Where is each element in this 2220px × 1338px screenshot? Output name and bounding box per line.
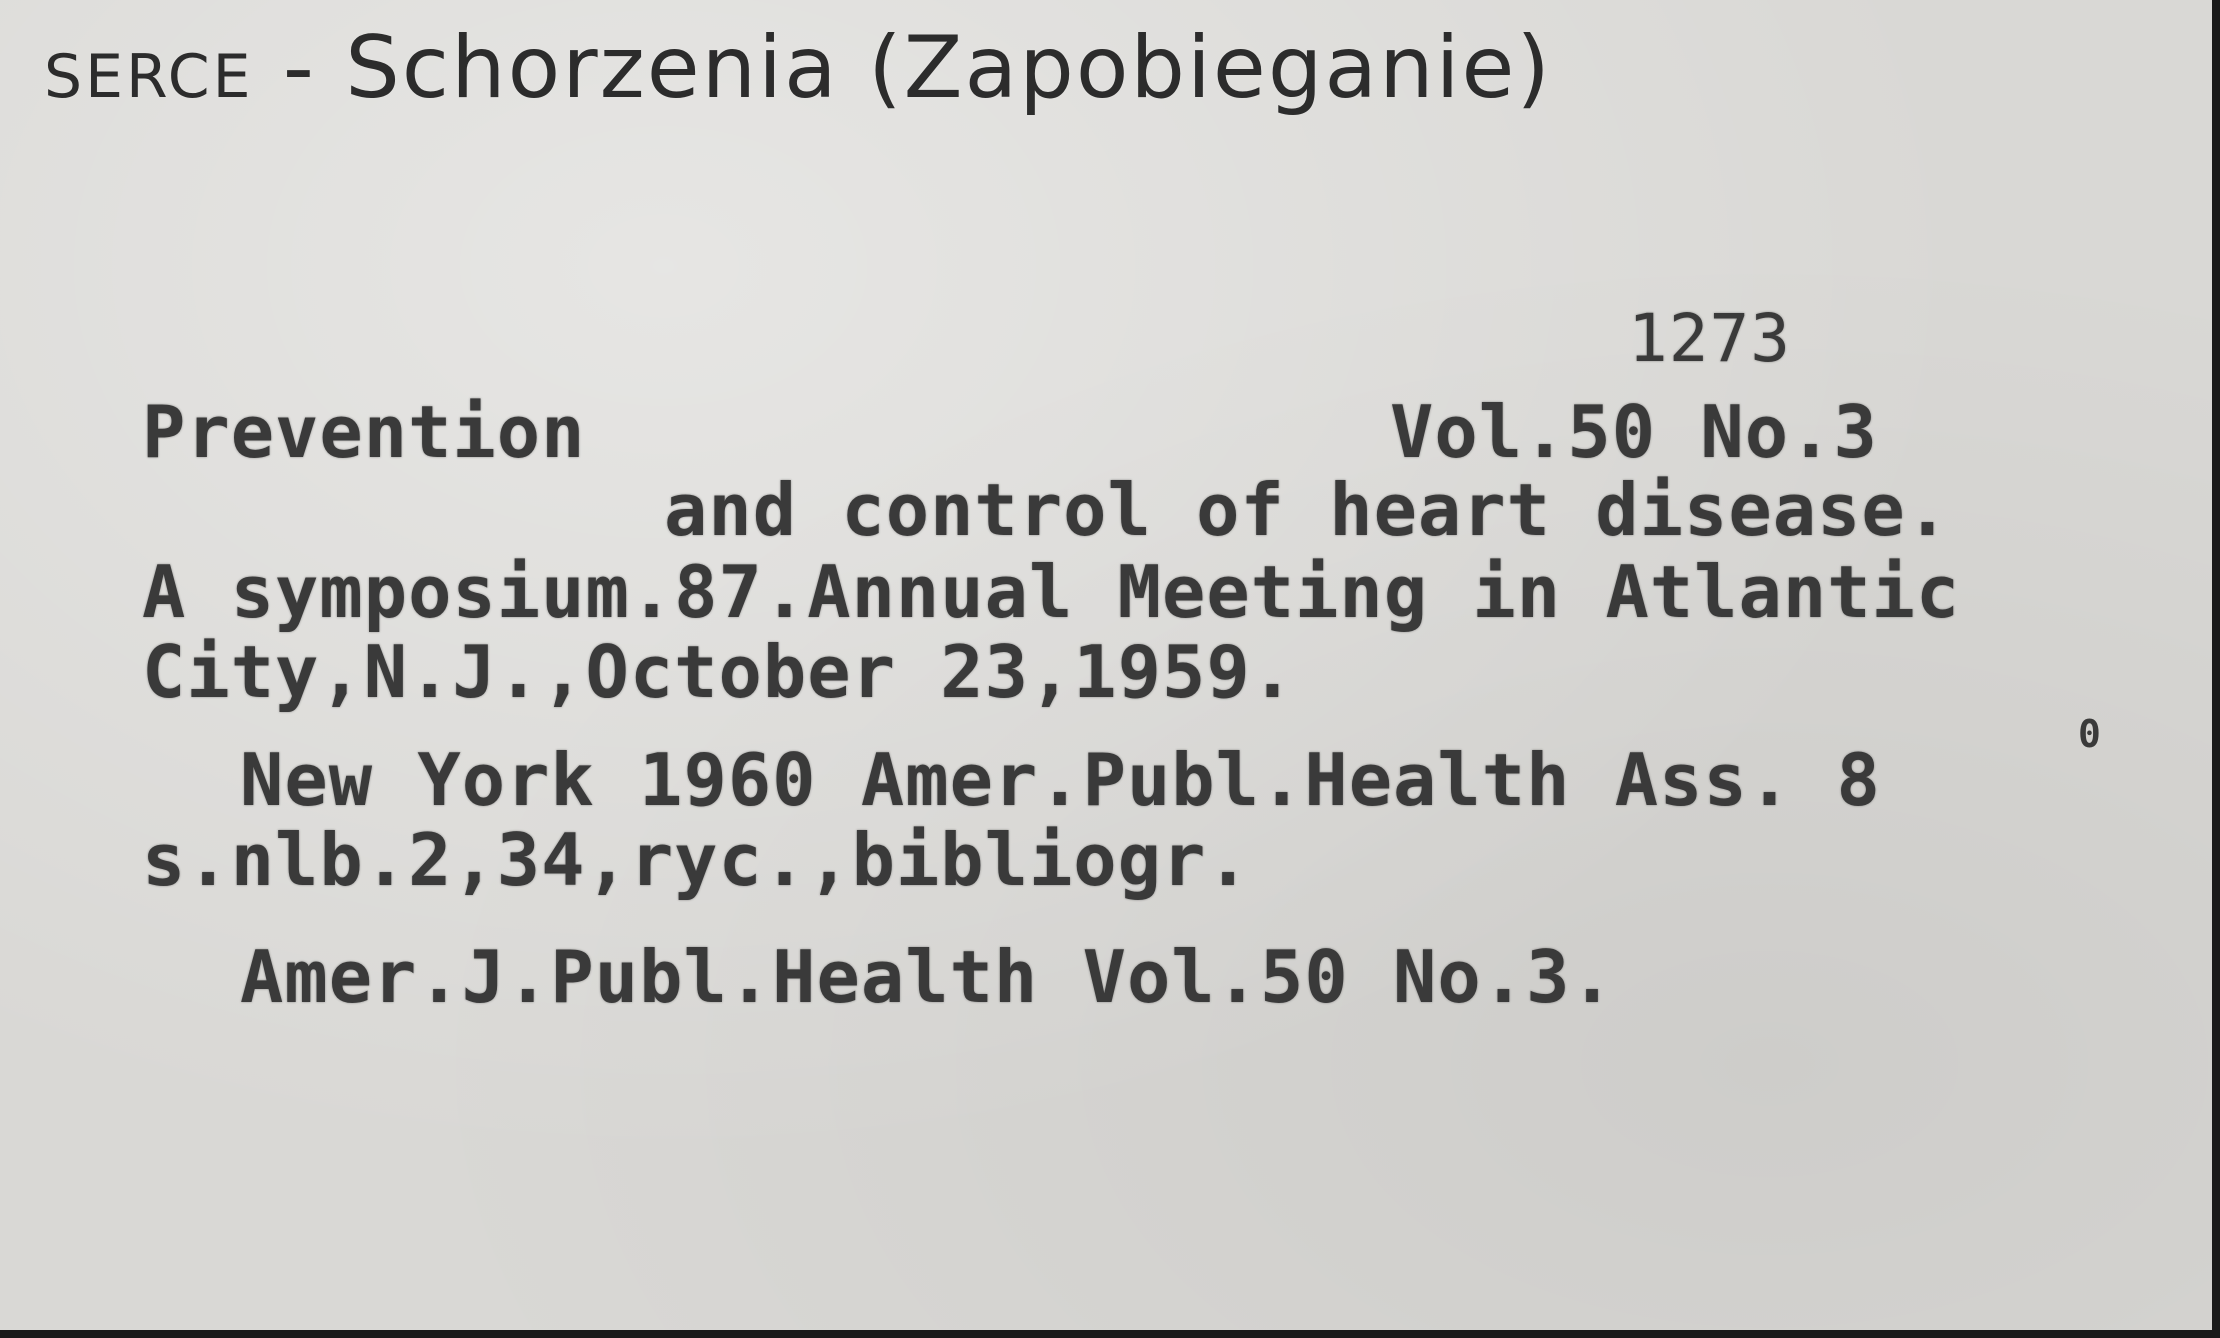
imprint-line: New York 1960 Amer.Publ.Health Ass. 8 [240,738,1881,822]
volume-number: Vol.50 No.3 [1390,390,1878,474]
format-degree-mark: 0 [2078,712,2101,756]
subject-heading-main: SERCE [44,42,254,112]
card-number: 1273 [1628,300,1791,377]
subject-heading-sub: - Schorzenia (Zapobieganie) [253,18,1552,118]
entry-title: Prevention [142,390,586,474]
entry-subtitle: and control of heart disease. [664,468,1951,552]
city-date-line: City,N.J.,October 23,1959. [142,630,1296,714]
symposium-line: A symposium.87.Annual Meeting in Atlantic [142,550,1961,634]
subject-heading [44,18,1552,118]
physical-description: s.nlb.2,34,ryc.,bibliogr. [142,818,1251,902]
source-citation: Amer.J.Publ.Health Vol.50 No.3. [240,935,1615,1019]
